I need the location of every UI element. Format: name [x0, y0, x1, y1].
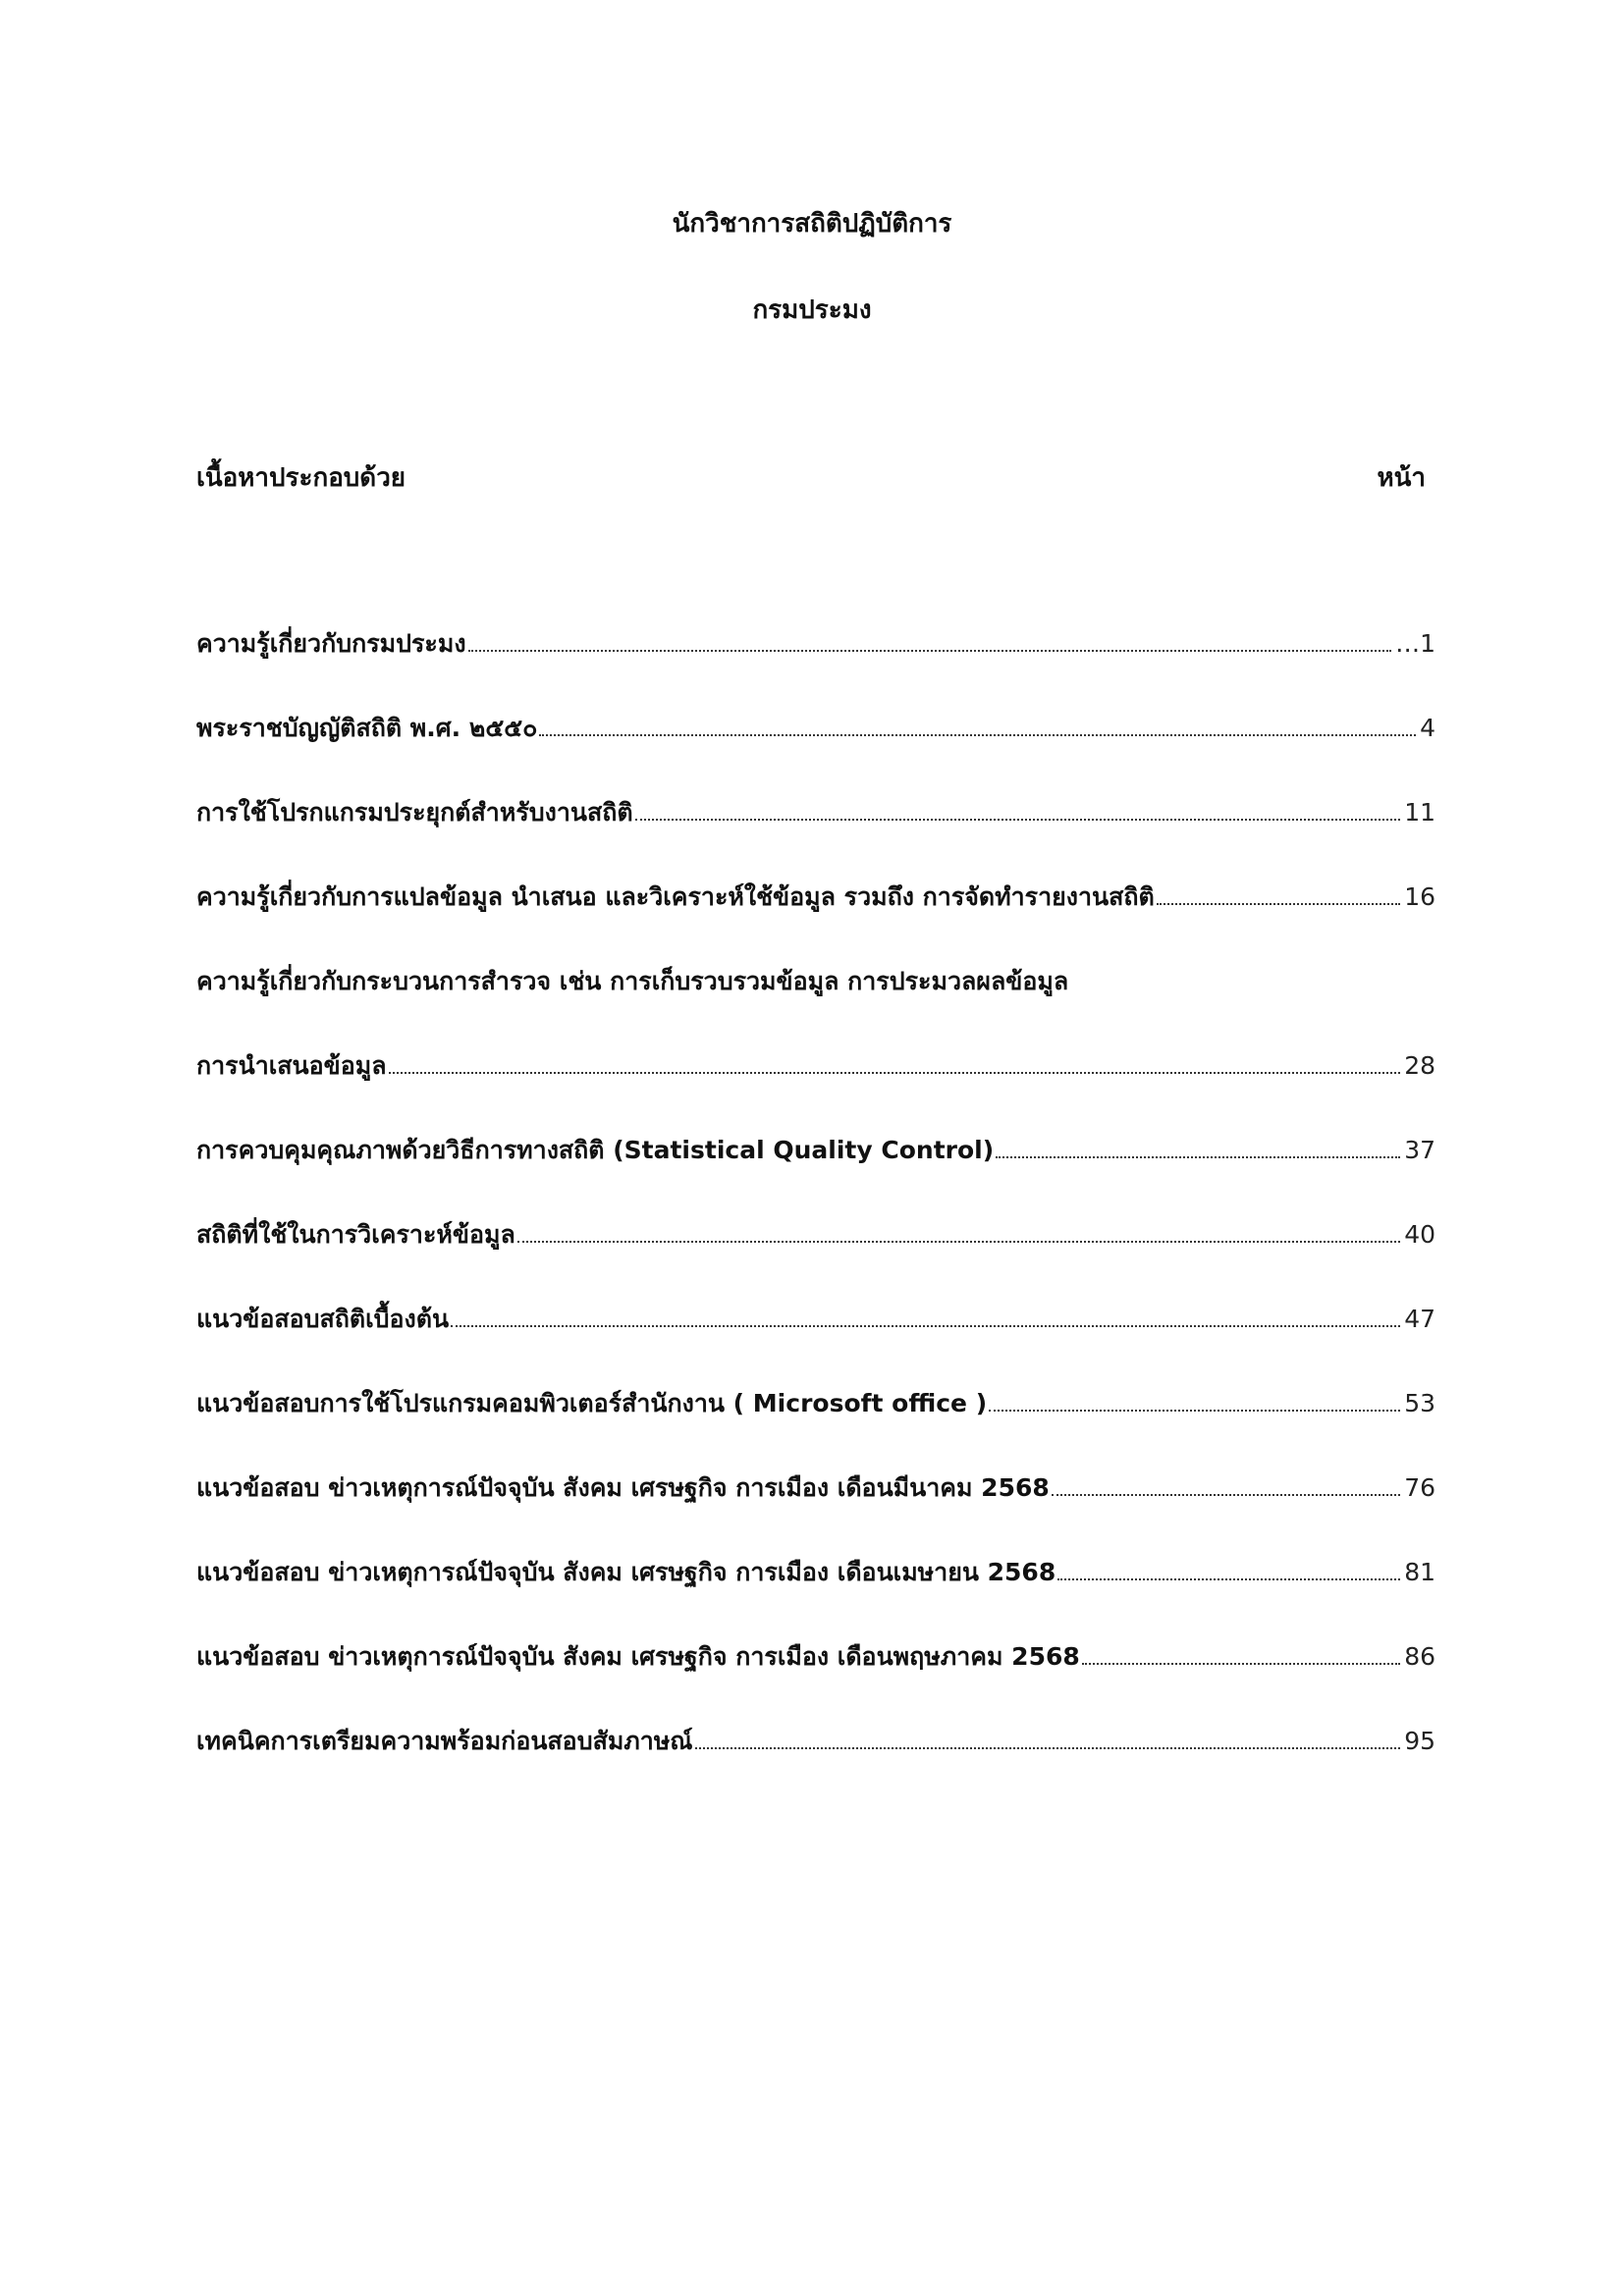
contents-heading: เนื้อหาประกอบด้วย [196, 462, 406, 493]
toc-entry [196, 1553, 1435, 1637]
toc-entry-label: ความรู้เกี่ยวกับกระบวนการสำรวจ เช่น การเก็บรวบรวมข้อมูล การประมวลผลข้อมูล [196, 967, 1069, 995]
toc-entry-label: ความรู้เกี่ยวกับกรมประมง [196, 629, 466, 658]
toc-leader-dots [517, 1215, 1400, 1243]
toc-entry [196, 1722, 1435, 1806]
toc-entry-page: 40 [1404, 1220, 1435, 1249]
toc-entry [196, 709, 1435, 793]
toc-entry-label: ความรู้เกี่ยวกับการแปลข้อมูล นำเสนอ และวิเคราะห์ใช้ข้อมูล รวมถึง การจัดทำรายงานสถิติ [196, 882, 1155, 911]
toc-entry [196, 962, 1435, 1046]
toc-heading-row [196, 457, 1426, 497]
toc-entry-label: แนวข้อสอบ ข่าวเหตุการณ์ปัจจุบัน สังคม เศรษฐกิจ การเมือง เดือนเมษายน 2568 [196, 1558, 1056, 1586]
toc-entry [196, 1300, 1435, 1384]
toc-entry-label: แนวข้อสอบการใช้โปรแกรมคอมพิวเตอร์สำนักงาน ( Microsoft office ) [196, 1389, 988, 1417]
toc-leader-dots [989, 1384, 1400, 1412]
toc-entry-page: 81 [1404, 1558, 1435, 1586]
toc-entry-page: 76 [1404, 1473, 1435, 1502]
toc-leader-dots [539, 709, 1416, 736]
toc-leader-dots [468, 624, 1392, 652]
toc-leader-dots [1157, 878, 1400, 905]
toc-leader-dots [695, 1722, 1401, 1749]
toc-leader-dots [1070, 964, 1432, 989]
toc-entry [196, 878, 1435, 962]
toc-entry-label: การควบคุมคุณภาพด้วยวิธีการทางสถิติ (Statistical Quality Control) [196, 1136, 995, 1164]
toc-entry-page: 47 [1404, 1305, 1435, 1333]
toc-entry-page: 95 [1404, 1727, 1435, 1755]
toc-entry-page: …1 [1395, 629, 1435, 658]
toc-entry-label: การใช้โปรกแกรมประยุกต์สำหรับงานสถิติ [196, 798, 633, 827]
document-title: นักวิชาการสถิติปฏิบัติการ [672, 209, 952, 239]
toc-entry-label: แนวข้อสอบ ข่าวเหตุการณ์ปัจจุบัน สังคม เศรษฐกิจ การเมือง เดือนมีนาคม 2568 [196, 1473, 1050, 1502]
toc-entry-label: แนวข้อสอบสถิติเบื้องต้น [196, 1305, 450, 1333]
toc-leader-dots [1057, 1553, 1400, 1580]
toc-entry [196, 1215, 1435, 1300]
toc-entry [196, 1131, 1435, 1215]
toc-entry-page: 37 [1404, 1136, 1435, 1164]
toc-leader-dots [389, 1046, 1401, 1074]
toc-entry [196, 793, 1435, 878]
toc-entry [196, 1046, 1435, 1131]
department-name: กรมประมง [752, 295, 872, 325]
toc-leader-dots [996, 1131, 1400, 1158]
toc-entry-label: เทคนิคการเตรียมความพร้อมก่อนสอบสัมภาษณ์ [196, 1727, 693, 1755]
toc-leader-dots [1052, 1468, 1400, 1496]
toc-entry [196, 1384, 1435, 1468]
toc-entry-label: พระราชบัญญัติสถิติ พ.ศ. ๒๕๕๐ [196, 714, 538, 742]
toc-entry-page: 11 [1404, 798, 1435, 827]
table-of-contents [196, 624, 1435, 1806]
toc-entry-label: แนวข้อสอบ ข่าวเหตุการณ์ปัจจุบัน สังคม เศรษฐกิจ การเมือง เดือนพฤษภาคม 2568 [196, 1642, 1080, 1671]
toc-entry-page: 28 [1404, 1051, 1435, 1080]
toc-leader-dots [451, 1300, 1400, 1327]
toc-leader-dots [635, 793, 1401, 821]
toc-entry [196, 1637, 1435, 1722]
toc-entry-label: การนำเสนอข้อมูล [196, 1051, 387, 1080]
toc-entry-page: 16 [1404, 882, 1435, 911]
toc-entry-page: 53 [1404, 1389, 1435, 1417]
toc-entry [196, 624, 1435, 709]
page-heading: หน้า [1377, 462, 1426, 493]
toc-entry-page: 4 [1420, 714, 1435, 742]
toc-entry [196, 1468, 1435, 1553]
toc-entry-label: สถิติที่ใช้ในการวิเคราะห์ข้อมูล [196, 1220, 515, 1249]
toc-entry-page: 86 [1404, 1642, 1435, 1671]
toc-leader-dots [1082, 1637, 1400, 1665]
